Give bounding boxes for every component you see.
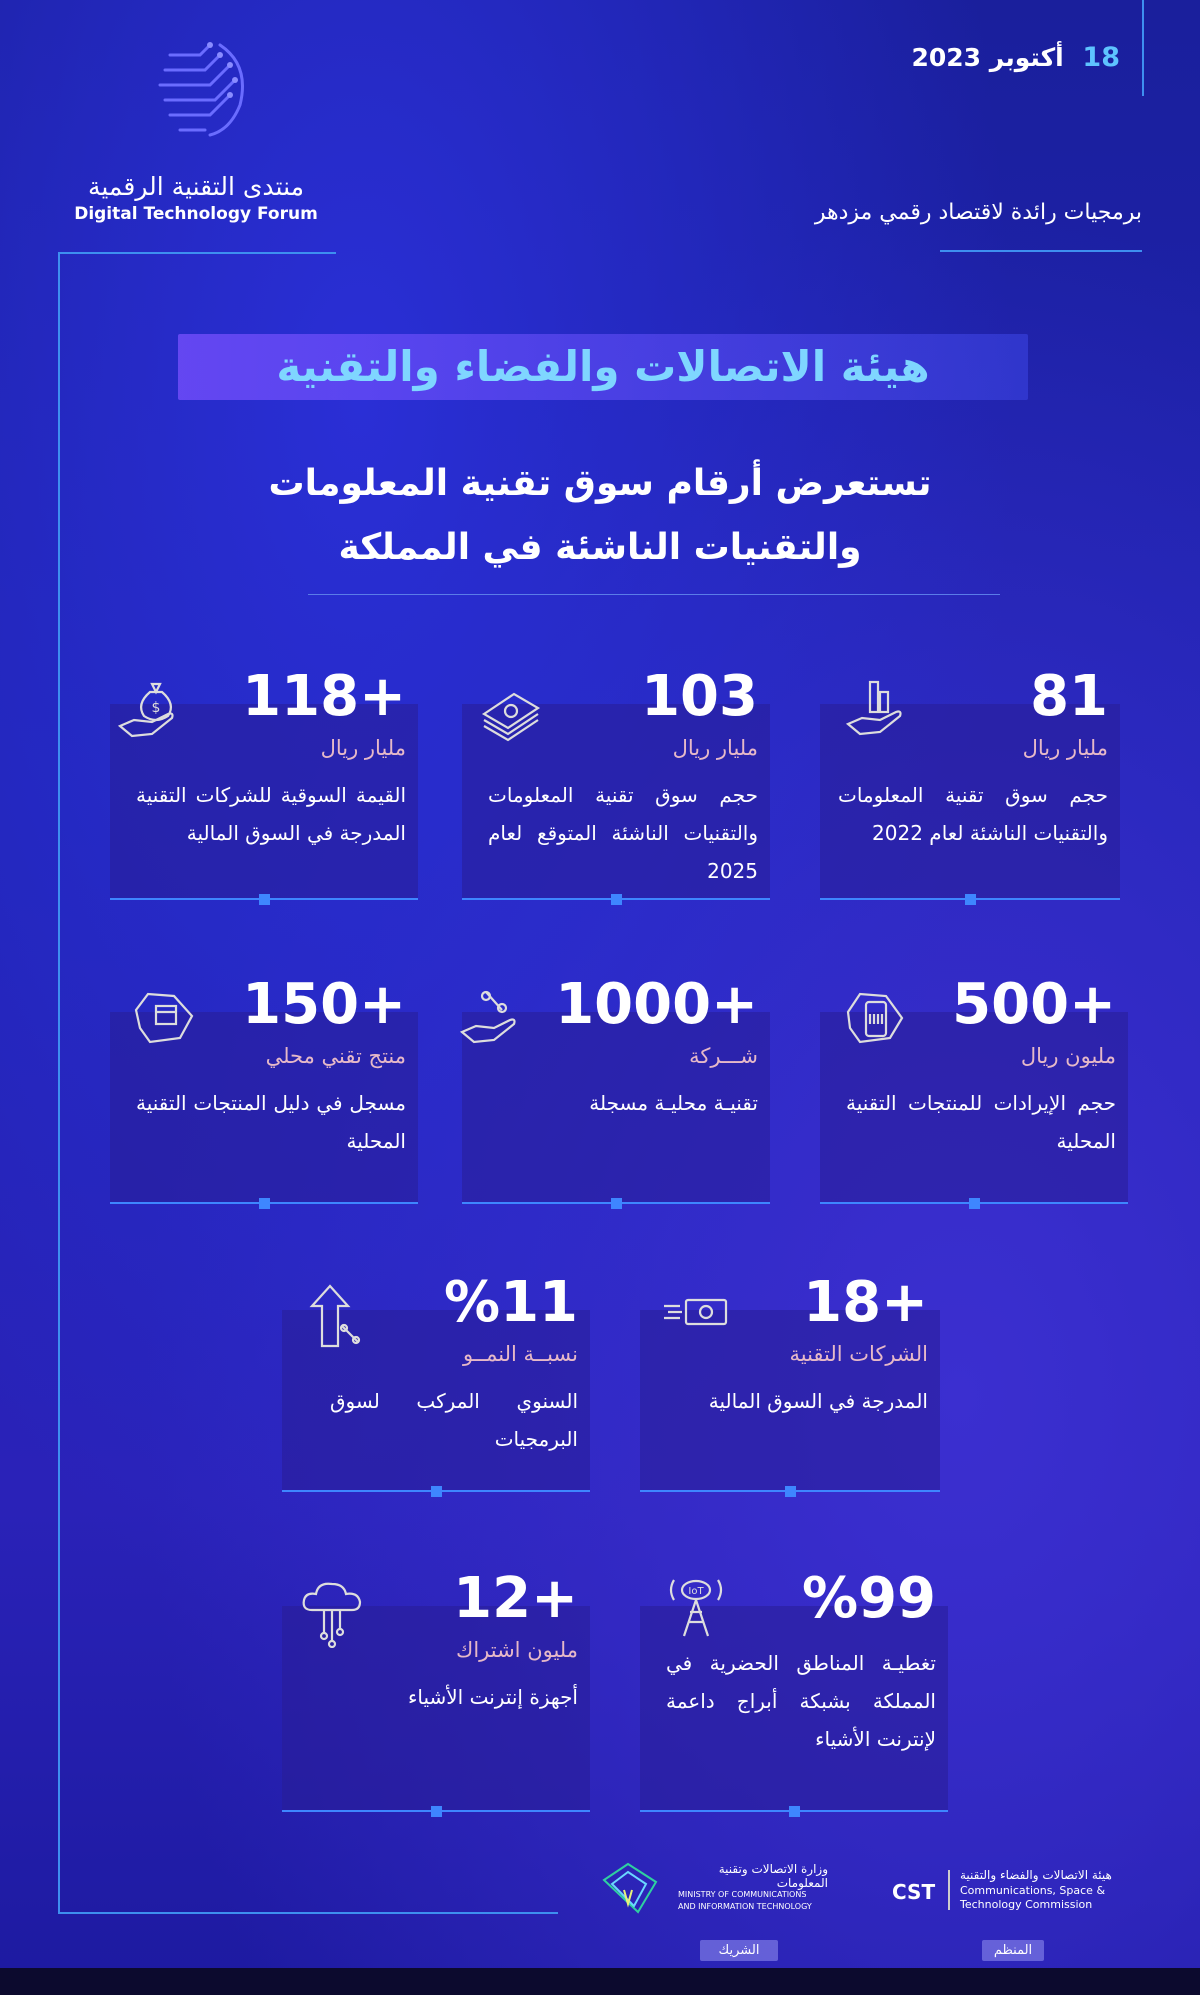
- frame-line-left-vertical: [58, 252, 60, 1912]
- partner-name-english-2: AND INFORMATION TECHNOLOGY: [678, 1902, 812, 1911]
- frame-line-bottom: [58, 1912, 558, 1914]
- stat-underline-marker: [785, 1486, 796, 1497]
- organizer-logo: [880, 1868, 1140, 1918]
- phone-map-icon: [840, 982, 912, 1054]
- stat-card-market-cap: [110, 664, 418, 900]
- hand-chart-icon: [840, 674, 912, 746]
- frame-line-left-top: [58, 252, 336, 254]
- organizer-label: المنظم: [982, 1940, 1044, 1961]
- stat-card-local-revenue: [820, 972, 1128, 1204]
- stat-underline-marker: [965, 894, 976, 905]
- stat-underline-marker: [789, 1806, 800, 1817]
- stat-unit: مليون ريال: [1020, 1044, 1116, 1068]
- stat-underline-marker: [259, 894, 270, 905]
- page-title: هيئة الاتصالات والفضاء والتقنية: [276, 342, 930, 391]
- stat-unit: مليار ريال: [320, 736, 406, 760]
- forum-logo-icon: [140, 25, 260, 145]
- stat-card-iot-subscriptions: [282, 1566, 590, 1812]
- event-date-day: 18: [1082, 42, 1120, 73]
- event-date: [911, 42, 1120, 73]
- title-separator: [308, 594, 1000, 595]
- percent-hand-icon: [456, 982, 528, 1054]
- stat-value: 18+: [803, 1270, 928, 1335]
- stat-card-it-market-2025: [462, 664, 770, 900]
- stat-value: 150+: [242, 972, 406, 1037]
- organizer-name-english-1: Communications, Space &: [960, 1884, 1106, 1897]
- organizer-name-english-2: Technology Commission: [960, 1898, 1093, 1911]
- stat-unit: الشركات التقنية: [789, 1342, 928, 1366]
- forum-logo-arabic: منتدى التقنية الرقمية: [87, 172, 304, 201]
- iot-tower-icon: [660, 1570, 732, 1642]
- box-map-icon: [130, 982, 202, 1054]
- stat-description: حجم سوق تقنية المعلومات والتقنيات الناشئة لعام 2022: [838, 783, 1108, 845]
- partner-name-english-1: MINISTRY OF COMMUNICATIONS: [678, 1890, 807, 1899]
- stat-underline-marker: [969, 1198, 980, 1209]
- stat-underline-marker: [611, 1198, 622, 1209]
- stat-value: 118+: [242, 664, 406, 729]
- stat-description: تغطيـة المناطق الحضرية في المملكة بشبكة أبراج داعمة لإنترنت الأشياء: [666, 1651, 936, 1751]
- money-bag-hand-icon: [114, 674, 186, 746]
- stat-description: حجم الإيرادات للمنتجات التقنية المحلية: [846, 1091, 1116, 1153]
- partner-name-arabic: وزارة الاتصالات وتقنية المعلومات: [718, 1862, 828, 1890]
- page-subtitle: [180, 452, 1020, 580]
- stat-description: القيمة السوقية للشركات التقنية المدرجة في السوق المالية: [136, 783, 406, 845]
- stat-value: 1000+: [555, 972, 758, 1037]
- stat-description: المدرجة في السوق المالية: [708, 1389, 928, 1413]
- stat-value: 12+: [453, 1566, 578, 1631]
- bottom-bar: [0, 1968, 1200, 1995]
- money-stack-icon: [474, 674, 546, 746]
- growth-percent-icon: [302, 1280, 374, 1352]
- stat-underline-marker: [611, 894, 622, 905]
- stat-description: مسجل في دليل المنتجات التقنية المحلية: [136, 1091, 406, 1153]
- stat-card-iot-coverage: [640, 1566, 948, 1812]
- svg-text:$: $: [151, 700, 161, 716]
- page-subtitle-line-1: تستعرض أرقام سوق تقنية المعلومات: [268, 463, 932, 504]
- stat-description: أجهزة إنترنت الأشياء: [407, 1685, 578, 1709]
- stat-underline-marker: [431, 1486, 442, 1497]
- page-subtitle-line-2: والتقنيات الناشئة في المملكة: [338, 527, 862, 568]
- cash-motion-icon: [660, 1280, 732, 1352]
- event-date-month-year: أكتوبر 2023: [911, 43, 1064, 72]
- svg-text:IoT: IoT: [688, 1586, 704, 1597]
- stat-card-growth-rate: [282, 1270, 590, 1492]
- stat-unit: مليون اشتراك: [456, 1638, 578, 1662]
- stat-card-local-companies: [462, 972, 770, 1204]
- stat-underline-marker: [431, 1806, 442, 1817]
- frame-line-top-right-vertical: [1142, 0, 1144, 96]
- stat-underline-marker: [259, 1198, 270, 1209]
- stat-card-listed-tech-companies: [640, 1270, 940, 1492]
- forum-logo-english: Digital Technology Forum: [74, 204, 318, 224]
- stat-value: %99: [801, 1566, 936, 1631]
- stat-card-local-products: [110, 972, 418, 1204]
- cloud-circuit-icon: [296, 1576, 368, 1648]
- stat-unit: منتج تقني محلي: [265, 1044, 406, 1068]
- organizer-name-arabic: هيئة الاتصالات والفضاء والتقنية: [960, 1868, 1112, 1882]
- organizer-divider: [948, 1870, 950, 1910]
- stat-value: %11: [443, 1270, 578, 1335]
- partner-label: الشريك: [700, 1940, 778, 1961]
- organizer-abbr: CST: [892, 1880, 936, 1904]
- stat-unit: مليار ريال: [1022, 736, 1108, 760]
- stat-description: حجم سوق تقنية المعلومات والتقنيات الناشئة المتوقع لعام 2025: [488, 783, 758, 883]
- stat-description: السنوي المركب لسوق البرمجيات: [330, 1389, 578, 1451]
- partner-emblem-icon: [598, 1860, 662, 1916]
- tagline: برمجيات رائدة لاقتصاد رقمي مزدهر: [814, 200, 1142, 225]
- partner-logo: [598, 1860, 828, 1920]
- frame-line-top-right-horizontal: [940, 250, 1142, 252]
- stat-unit: نسبــة النمــو: [462, 1342, 578, 1366]
- stat-value: 500+: [952, 972, 1116, 1037]
- stat-value: 103: [641, 664, 758, 729]
- stat-value: 81: [1030, 664, 1108, 729]
- stat-card-it-market-2022: [820, 664, 1120, 900]
- stat-unit: مليار ريال: [672, 736, 758, 760]
- stat-description: تقنيـة محليـة مسجلة: [589, 1091, 758, 1115]
- stat-unit: شـــركة: [689, 1044, 758, 1068]
